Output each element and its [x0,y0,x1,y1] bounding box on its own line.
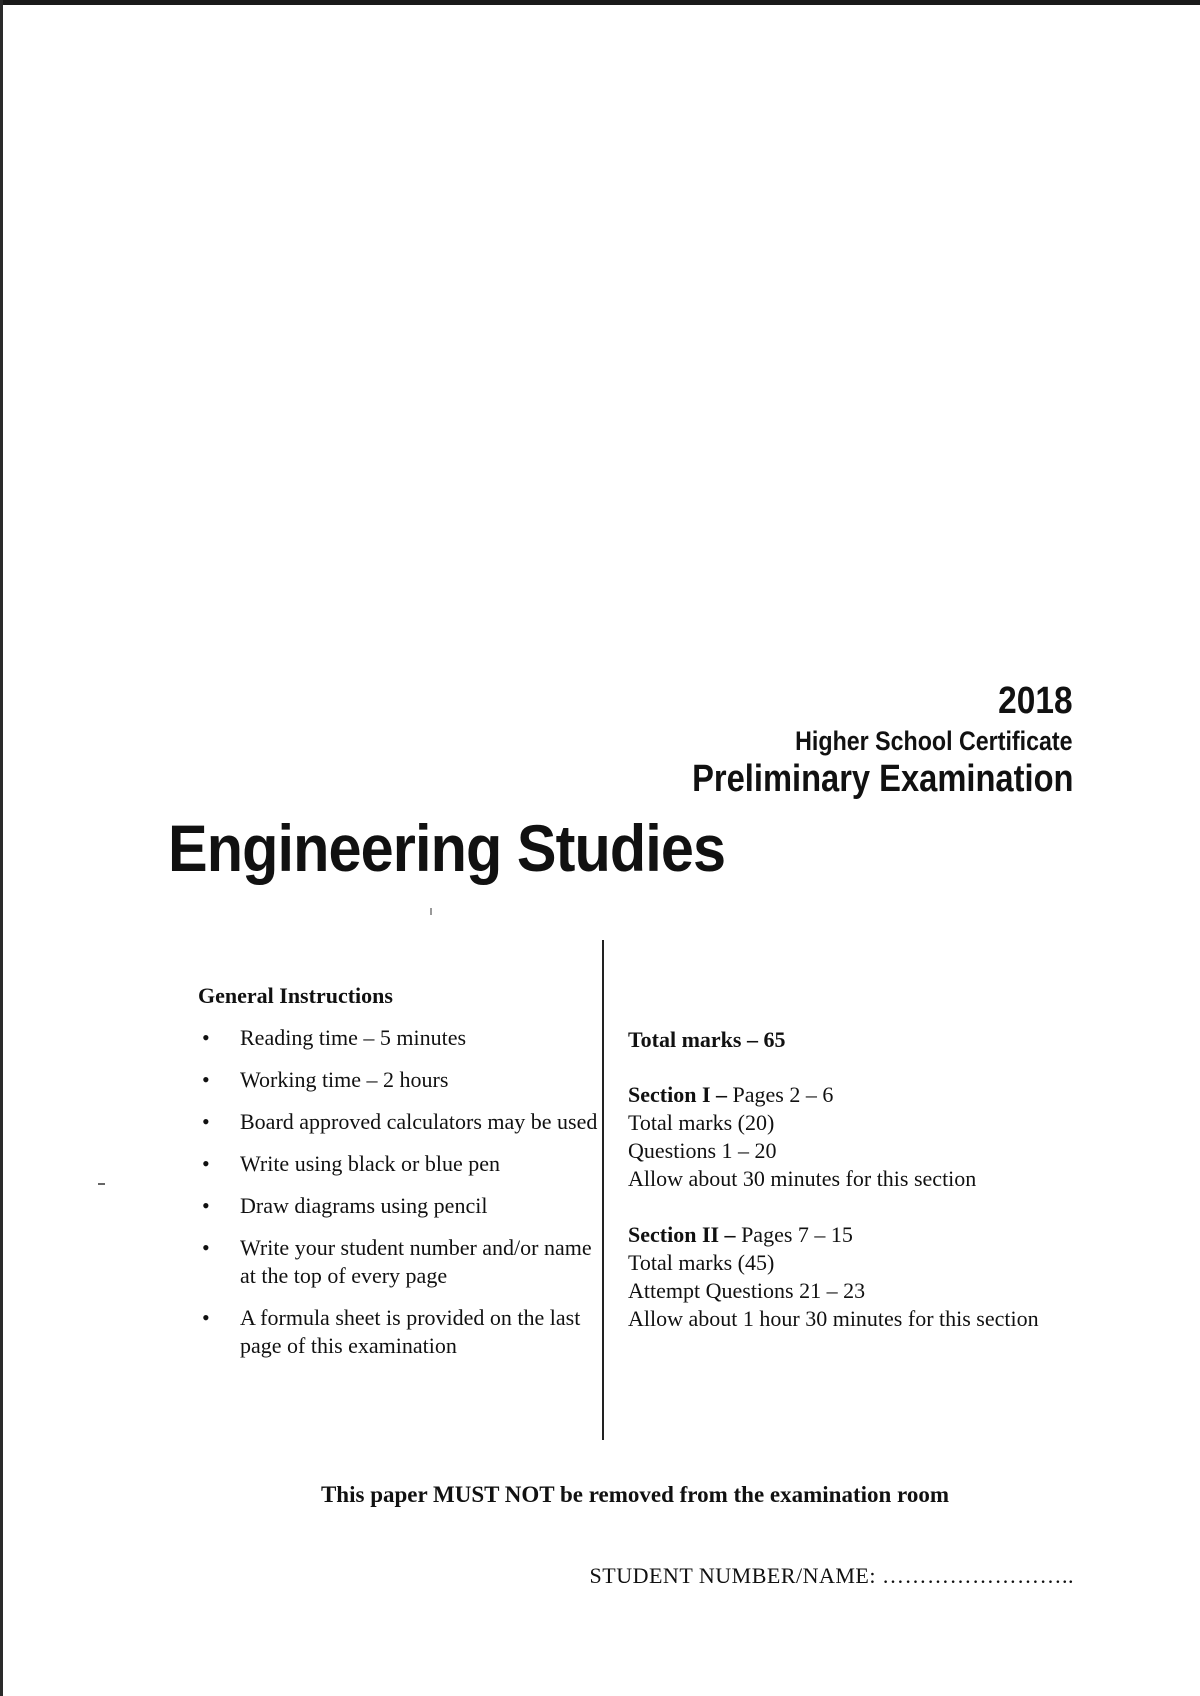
section-one-pages: Pages 2 – 6 [727,1082,834,1107]
column-divider [602,940,604,1440]
instruction-text: Reading time – 5 minutes [240,1025,467,1050]
section-one-time: Allow about 30 minutes for this section [628,1166,977,1191]
section-one-total-marks: Total marks (20) [628,1110,775,1135]
bullet-icon: • [202,1025,210,1050]
instruction-item [198,1150,598,1178]
section-one-questions: Questions 1 – 20 [628,1138,777,1163]
section-two-block [628,1221,1088,1333]
certificate-title: Higher School Certificate [795,726,1073,756]
instruction-item [198,1108,598,1136]
scan-speck [430,908,432,915]
section-two-pages: Pages 7 – 15 [735,1222,853,1247]
section-one-block [628,1081,1088,1193]
bullet-icon: • [202,1193,210,1218]
instruction-text: Write your student number and/or name at the top of every page [240,1235,592,1288]
section-one-title: Section I – [628,1082,727,1107]
section-one-heading [628,1081,1088,1109]
total-marks: Total marks – 65 [628,1027,786,1052]
scan-speck [98,1183,105,1185]
bullet-icon: • [202,1305,210,1330]
bullet-icon: • [202,1109,210,1134]
scan-edge-top [0,0,1200,5]
student-number-name-field: STUDENT NUMBER/NAME: …………………….. [589,1563,1074,1588]
instruction-text: Draw diagrams using pencil [240,1193,488,1218]
removal-notice: This paper MUST NOT be removed from the examination room [320,1482,950,1507]
instruction-text: Working time – 2 hours [240,1067,449,1092]
instructions-list [198,1024,598,1374]
section-two-time: Allow about 1 hour 30 minutes for this section [628,1306,1039,1331]
instruction-item [198,1234,598,1290]
scan-edge-left [0,0,3,1696]
instruction-text: A formula sheet is provided on the last page of this examination [240,1305,581,1358]
instruction-text: Board approved calculators may be used [240,1109,598,1134]
bullet-icon: • [202,1151,210,1176]
bullet-icon: • [202,1235,210,1260]
exam-year: 2018 [998,680,1073,722]
section-two-heading [628,1221,1088,1249]
instruction-item [198,1066,598,1094]
bullet-icon: • [202,1067,210,1092]
subject-title: Engineering Studies [168,811,726,885]
exam-type-title: Preliminary Examination [691,758,1073,800]
instruction-item [198,1024,598,1052]
instruction-text: Write using black or blue pen [240,1151,500,1176]
marks-summary [628,1026,1088,1361]
general-instructions-heading: General Instructions [198,983,393,1008]
section-two-title: Section II – [628,1222,736,1247]
instruction-item [198,1192,598,1220]
instruction-item [198,1304,598,1360]
section-two-total-marks: Total marks (45) [628,1250,775,1275]
section-two-questions: Attempt Questions 21 – 23 [628,1278,866,1303]
